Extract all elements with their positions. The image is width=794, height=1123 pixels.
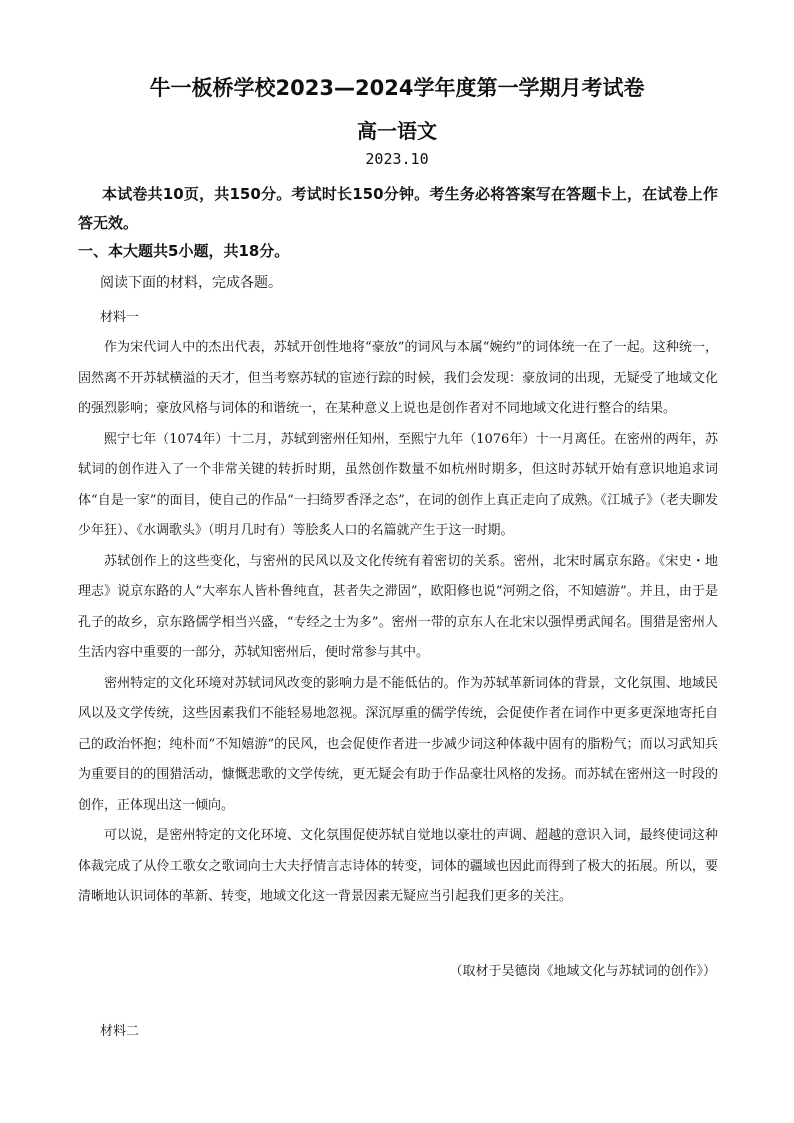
paragraph: 密州特定的文化环境对苏轼词风改变的影响力是不能低估的。作为苏轼革新词体的背景，文化氛围、地域民风以及文学传统，这些因素我们不能轻易地忽视。深沉厚重的儒学传统，会促使作者在词作中更多更深地寄托自己的政治怀抱；纯朴而“不知嬉游”的民风，也会促使作者进一步减少词这种体裁中固有的脂粉气；而以习武知兵为重要目的的围猎活动，慷慨悲歌的文学传统，更无疑会有助于作品豪壮风格的发扬。而苏轼在密州这一时段的创作，正体现出这一倾向。 <box>78 675 718 813</box>
paragraph: 苏轼创作上的这些变化，与密州的民风以及文化传统有着密切的关系。密州，北宋时属京东路。《宋史・地理志》说京东路的人“大率东人皆朴鲁纯直，甚者失之滞固”，欧阳修也说“河朔之俗，不知嬉游”。并且，由于是孔子的故乡，京东路儒学相当兴盛，“专经之士为多”。密州一带的京东人在北宋以强悍勇武闻名。围猎是密州人生活内容中重要的一部分，苏轼知密州后，便时常参与其中。 <box>78 553 718 660</box>
subject-title: 高一语文 <box>357 119 437 143</box>
section-instruction: 阅读下面的材料，完成各题。 <box>100 275 282 291</box>
section-heading: 一、本大题共5小题，共18分。 <box>78 242 290 260</box>
paragraph: 作为宋代词人中的杰出代表，苏轼开创性地将“豪放”的词风与本属“婉约”的词体统一在了一起。这种统一，固然离不开苏轼横溢的天才，但当考察苏轼的宦迹行踪的时候，我们会发现：豪放词的出现，无疑受了地域文化的强烈影响；豪放风格与词体的和谐统一，在某种意义上说也是创作者对不同地域文化进行整合的结果。 <box>78 340 718 416</box>
paragraph: 熙宁七年（1074年）十二月，苏轼到密州任知州，至熙宁九年（1076年）十一月离任。在密州的两年，苏轼词的创作进入了一个非常关键的转折时期，虽然创作数量不如杭州时期多，但这时苏轼开始有意识地追求词体“自是一家”的面目，使自己的作品“一扫绮罗香泽之态”，在词的创作上真正走向了成熟。《江城子》（老夫聊发少年狂）、《水调歌头》（明月几时有）等脍炙人口的名篇就产生于这一时期。 <box>78 431 718 538</box>
material-1-source: （取材于吴德岗《地域文化与苏轼词的创作》） <box>449 964 716 979</box>
paragraph: 可以说，是密州特定的文化环境、文化氛围促使苏轼自觉地以豪壮的声调、超越的意识入词，最终使词这种体裁完成了从伶工歌女之歌词向士大夫抒情言志诗体的转变，词体的疆域也因此而得到了极大的拓展。所以，要清晰地认识词体的革新、转变，地域文化这一背景因素无疑应当引起我们更多的关注。 <box>78 828 718 904</box>
exam-date: 2023.10 <box>365 150 429 168</box>
material-2-label: 材料二 <box>100 1024 140 1039</box>
exam-title: 牛一板桥学校2023—2024学年度第一学期月考试卷 <box>149 76 645 100</box>
material-1-body <box>78 333 718 913</box>
material-1-label: 材料一 <box>100 310 140 325</box>
exam-notice: 本试卷共10页，共150分。考试时长150分钟。考生务必将答案写在答题卡上，在试卷上作答无效。 <box>78 185 718 232</box>
